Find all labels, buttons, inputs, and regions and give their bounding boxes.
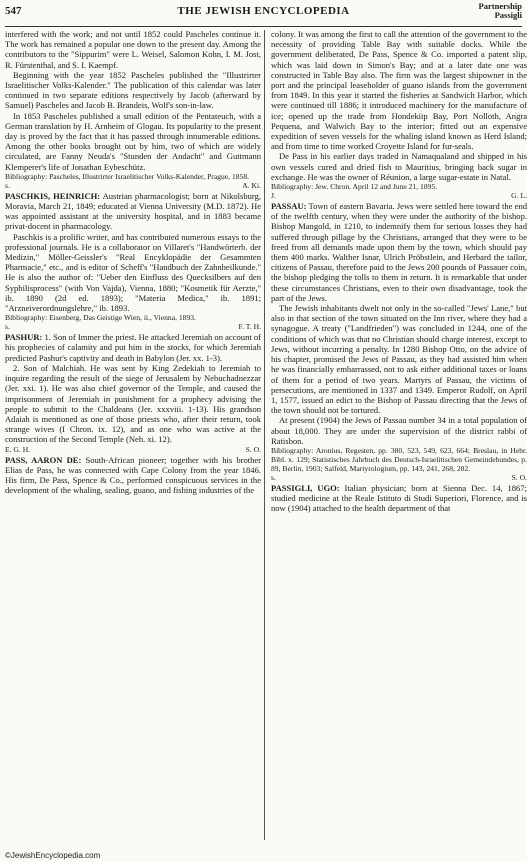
copyright-footer: ©JewishEncyclopedia.com [5, 851, 101, 860]
page-header [5, 2, 522, 24]
signature-author: G. L. [511, 191, 527, 201]
guide-words [479, 2, 522, 20]
paragraph: interfered with the work; and not until 1852 could Pascheles continue it. The work has remained a popular one down to the present day. Among the contributors to the "Sippurim" were L. Weisel, Salomon Kohn, I. M. Jost, R. Fürstenthal, and S. I. Kaempf. [5, 29, 261, 70]
signature-author: A. Ki. [242, 180, 261, 190]
paragraph: De Pass in his earlier days traded in Namaqualand and shipped in his own vessels cured and dried fish to Mauritius, bringing back sugar in exchange. He was the owner of Réunion, a large sugar-estate in Natal. [271, 151, 527, 182]
entry [5, 332, 261, 363]
signature-initial: E. G. H. [5, 444, 31, 454]
bibliography: Bibliography: Pascheles, Illustrirter Israelitischer Volks-Kalender, Prague, 1858. [5, 171, 250, 181]
paragraph: The Jewish inhabitants dwelt not only in the so-called "Jews' Lane," but also in that section of the town situated on the Inn river, where they had a synagogue. A treaty ("Landfrieden") was concluded in 1244, one of the conditions of which was that no Christian should charge interest, except to Jews, without incurring a penalty. In 1280 Bishop Otto, on the advice of his chapter, promised the Jews of Passau, as they had assisted him when he was financially embarrassed, not to ask either additional taxes or loans of them for a period of two years. Martyrs of Passau, the victims of persecutions, are mentioned in 1337 and 1349. Emperor Rudolf, on April 1, 1577, issued an edict to the Bishop of Passau directing that the Jews of the town should not be tortured. [271, 303, 527, 416]
running-title: THE JEWISH ENCYCLOPEDIA [177, 5, 350, 17]
guide-word-last: Passigli [494, 10, 522, 20]
paragraph: colony. It was among the first to call the attention of the government to the necessity of providing Table Bay with suitable docks. While the government deliberated, De Pass, Spence & Co. imported a patent slip, which was laid down in Simon's Bay; and at a later date one was constructed in Table Bay also. The firm was the largest shipowner in the port and the principal leaseholder of guano islands from the government from 1849. In this year it started the fisheries at Sandwich Harbor, which were continued till 1886; it introduced machinery for the manufacture of ice; opened up the trade from Hondekiip Bay, Port Nolloth, Angra Pequena, and Walwich Bay to the interior; fitted out an expensive expedition of seven vessels for the whaling island known as Herd Island; and from time to time worked Croyette Island for fur-seals. [271, 29, 527, 152]
signature-line [5, 322, 261, 332]
paragraph: In 1853 Pascheles published a small edition of the Pentateuch, with a German translation by H. Arnheim of Glogau. Its popularity to the present day is proved by the fact that it has passed through innumerable editions. Among the other books brought out by him, two of which are widely circulated, are Fanny Neuda's "Stunden der Andacht" and Guttmann Klemperer's life of Jonathan Eybeschütz. [5, 110, 261, 172]
right-column [271, 29, 527, 514]
bibliography: Bibliography: Aronius, Regesten, pp. 380, 523, 549, 623, 664; Breslau, in Hebr. Bibl. x. 129; Statistisches Jahrbuch des Deutsch-Israelitischen Gemeindebundes, p. 89, Berlin, 1903; Salfeld, Martyrologium, pp. 143, 241, 268, 282. [271, 445, 527, 473]
header-rule [5, 26, 522, 27]
entry-text: 1. Son of Immer the priest. He attacked Jeremiah on account of his prophecies of calamity and put him in the stocks, for which Jeremiah predicted Pashur's captivity and death in Babylon (Jer. xx. 1-3). [5, 332, 261, 363]
signature-initial: s. [5, 180, 10, 190]
signature-line [271, 473, 527, 483]
signature-author: S. O. [511, 472, 527, 482]
entry-text: Austrian pharmacologist; born at Nikolsburg, Moravia, March 21, 1849; educated at Vienna University (M.D. 1872). He was appointed assistant at the university hospital, and in 1883 became privat-docent in pharmacology. [5, 190, 261, 232]
signature-line [5, 445, 261, 455]
entry-text: Italian physician; born at Sienna Dec. 14, 1867; studied medicine at the Reale Istituto di Studi Superiori, Florence, and is now (1904) attached to the health department of that [271, 482, 527, 514]
entry-heading: PASS, AARON DE: [5, 454, 82, 465]
entry [271, 483, 527, 514]
signature-line [5, 181, 261, 191]
signature-author: F. T. H. [238, 322, 261, 332]
entry-heading: PASHUR: [5, 332, 43, 343]
left-column [5, 29, 261, 495]
paragraph: At present (1904) the Jews of Passau number 34 in a total population of about 18,000. They are under the supervision of the district rabbi of Ratisbon. [271, 415, 527, 446]
entry-heading: PASSAU: [271, 201, 307, 212]
entry [5, 455, 261, 496]
signature-initial: s. [271, 472, 276, 482]
entry [5, 191, 261, 232]
bibliography: Bibliography: Eisenberg, Das Geistige Wien, ii., Vienna, 1893. [5, 313, 196, 323]
entry-heading: PASSIGLI, UGO: [271, 482, 340, 493]
column-divider [264, 30, 265, 840]
entry-heading: PASCHKIS, HEINRICH: [5, 190, 101, 201]
entry [271, 201, 527, 303]
signature-line [271, 191, 527, 201]
bibliography: Bibliography: Jew. Chron. April 12 and June 21, 1895. [271, 182, 438, 192]
signature-initial: J. [271, 191, 276, 201]
paragraph: Beginning with the year 1852 Pascheles published the "Illustrirter Israelitischer Volks-Kalender." The publication of this calendar was later continued in two separate editions respectively by Jacob (afterward by Samuel) Pascheles and Jacob B. Brandeis, Wolf's son-in-law. [5, 69, 261, 111]
entry-text: Town of eastern Bavaria. Jews were settled here toward the end of the twelfth century, when they were under the authority of the bishop. Bishop Mangold, in 1210, to indemnify them for serious losses they had suffered through pillage by the Christians, arranged that they were to be freed from all demands made upon them by the town, which should pay them 400 marks. Walther Isnar, Ulrich Pröbstlein, and Herbard the tailor, citizens of Passau, therefore paid to the Jews 200 pounds of Passauer coin, the bishop pledging the tolls to them in return. It is remarkable that under these circumstances Christians, even to their own disadvantage, took the part of the Jews. [271, 201, 527, 303]
paragraph: Paschkis is a prolific writer, and has contributed numerous essays to the professional journals. He is a collaborator on Villaret's "Handwörterb. der Medizin," Möller-Geissler's "Real Encyklopädie der Gesammten Pharmacie," etc., and is editor of Scheff's "Handbuch der Zahnheilkunde." He is also the author of: "Ueber den Einfluss des Quecksilbers auf den Syphilisprocess" (with Von Vajda), Vienna, 1880; "Kosmetik für Aerzte," ib. 1890 (2d ed. 1893); "Materia Medica," ib. 1891; "Arzneiverordnungslehre," ib. 1893. [5, 231, 261, 314]
entry-text: South-African pioneer; together with his brother Elias de Pass, he was connected with Cape Colony from the year 1846. His firm, De Pass, Spence & Co., performed conspicuous services in the development of the whaling, sealing, guano, and fishing industries of the [5, 454, 261, 496]
guide-word-first: Partnership [478, 1, 522, 11]
signature-initial: s. [5, 322, 10, 332]
paragraph: 2. Son of Malchiah. He was sent by King Zedekiah to Jeremiah to inquire regarding the result of the siege of Jerusalem by Nebuchadnezzar (Jer. xxi. 1). He was also chief governor of the Temple, and caused the imprisonment of Jeremiah in punishment for a prophecy advising the people to submit to the Chaldeans (Jer. xxxviii. 1-13). His grandson Adaiah is mentioned as one of those priests who, after their return, took strange wives (I Chron. ix. 12), and as one who was active at the construction of the Second Temple (Neh. xi. 12). [5, 362, 261, 445]
signature-author: S. O. [245, 444, 261, 454]
page-number: 547 [5, 5, 22, 17]
